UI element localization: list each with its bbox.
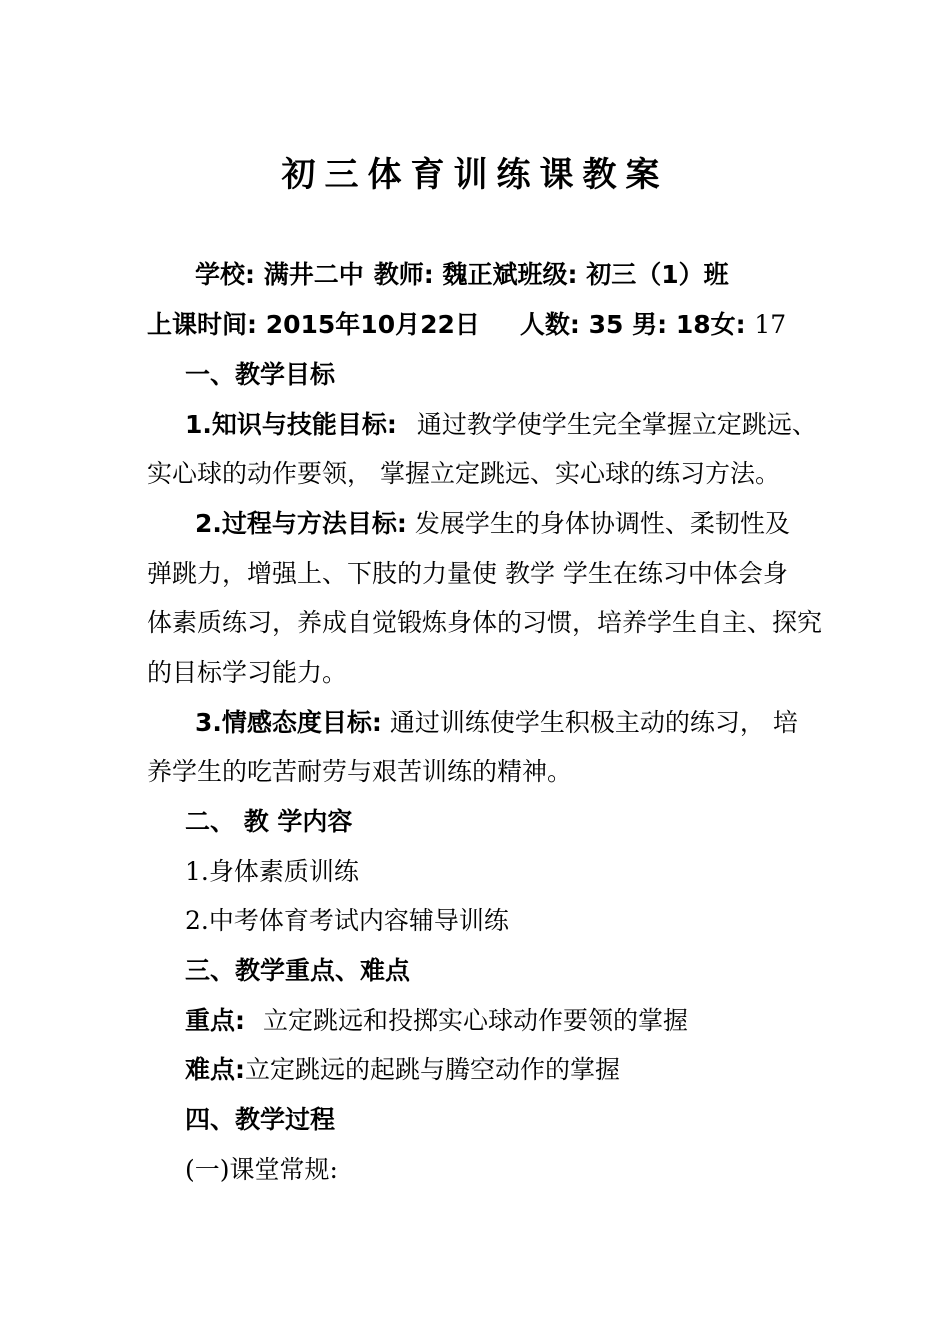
goal-2-label: 2.过程与方法目标: [195,509,407,538]
female-label: 女: [710,310,746,339]
goal-2-line-3: 体素质练习，养成自觉锻炼身体的习惯，培养学生自主、探究 [147,608,823,637]
class-label: 班级: [517,260,578,289]
goal-3-text: 通过训练使学生积极主动的练习， 培 [389,708,798,737]
school-value: 满井二中 [263,260,364,289]
school-label: 学校: [195,260,255,289]
process-item-1: (一)课堂常规: [185,1155,338,1184]
date-value: 2015年10月22日 [265,310,480,339]
teacher-value: 魏正斌 [442,260,518,289]
info-line-school [195,258,729,292]
male-value: 18 [675,310,711,339]
section-heading-2: 二、 教 学内容 [185,807,353,836]
key-point-label: 重点: [185,1006,245,1035]
section-heading-1: 一、教学目标 [185,360,336,389]
goal-3-line-2: 养学生的吃苦耐劳与艰苦训练的精神。 [147,757,573,786]
goal-1-line-1 [185,408,817,442]
class-value: 初三（1）班 [586,260,729,289]
time-label: 上课时间: [147,310,257,339]
goal-1-text: 通过教学使学生完全掌握立定跳远、 [416,410,817,439]
goal-2-line-4: 的目标学习能力。 [147,658,348,687]
goal-3-line-1 [195,706,798,740]
document-title: 初三体育训练课教案 [281,155,669,195]
section-heading-3: 三、教学重点、难点 [185,956,411,985]
content-item-1: 1.身体素质训练 [185,857,359,886]
teacher-label: 教师: [373,260,434,289]
key-point-text: 立定跳远和投掷实心球动作要领的掌握 [263,1006,689,1035]
difficulty-label: 难点: [185,1055,245,1084]
difficulty-line [185,1053,620,1087]
content-item-2: 2.中考体育考试内容辅导训练 [185,906,509,935]
female-value: 17 [754,310,787,339]
section-heading-4: 四、教学过程 [185,1105,336,1134]
goal-1-line-2: 实心球的动作要领， 掌握立定跳远、实心球的练习方法。 [147,459,780,488]
goal-2-line-2: 弹跳力，增强上、下肢的力量使 教学 学生在练习中体会身 [147,559,788,588]
difficulty-text: 立定跳远的起跳与腾空动作的掌握 [245,1055,621,1084]
goal-3-label: 3.情感态度目标: [195,708,382,737]
goal-2-line-1 [195,507,790,541]
male-label: 男: [632,310,668,339]
goal-2-text: 发展学生的身体协调性、柔韧性及 [414,509,790,538]
info-line-time [147,308,786,342]
count-value: 35 [588,310,624,339]
key-point-line [185,1004,688,1038]
count-label: 人数: [519,310,580,339]
goal-1-label: 1.知识与技能目标: [185,410,397,439]
